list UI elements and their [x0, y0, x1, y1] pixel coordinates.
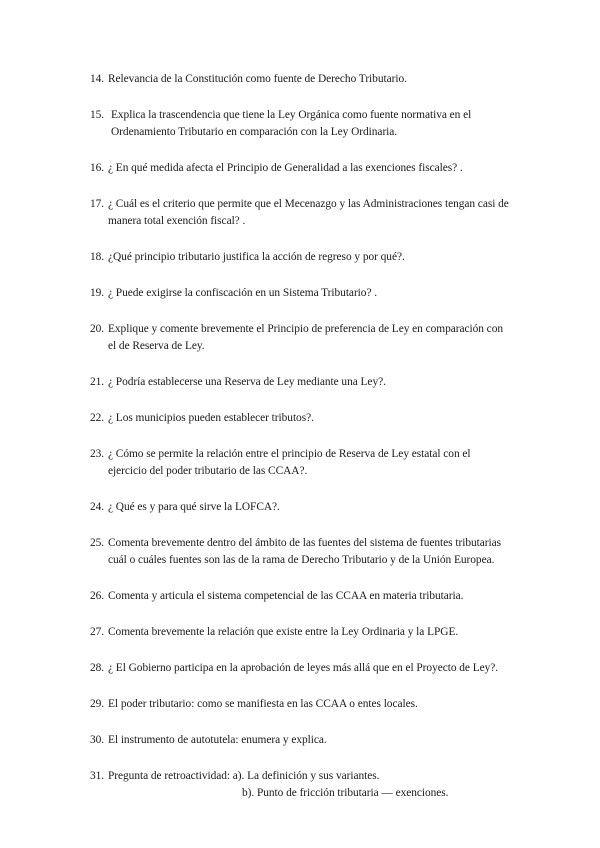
question-item [90, 71, 510, 88]
question-item [90, 768, 510, 802]
question-item [90, 160, 510, 177]
question-number: 15. [90, 109, 105, 121]
question-number: 20. [90, 323, 105, 335]
question-text: Explica la trascendencia que tiene la Ley Orgánica como fuente normativa en el Ordenamiento Tributario en comparación con la Ley Ordinaria. [111, 109, 472, 138]
question-item [90, 374, 510, 391]
question-item [90, 588, 510, 605]
question-item [90, 696, 510, 713]
question-item [90, 660, 510, 677]
question-number: 27. [90, 626, 105, 638]
question-text: ¿ Puede exigirse la confiscación en un Sistema Tributario? . [108, 287, 378, 299]
question-number: 16. [90, 162, 105, 174]
question-item [90, 196, 510, 230]
question-item [90, 285, 510, 302]
question-number: 24. [90, 501, 105, 513]
question-text: ¿ Podría establecerse una Reserva de Ley mediante una Ley?. [108, 376, 386, 388]
question-text: ¿ En qué medida afecta el Principio de Generalidad a las exenciones fiscales? . [108, 162, 463, 174]
question-text: ¿Qué principio tributario justifica la acción de regreso y por qué?. [108, 251, 405, 263]
question-number: 19. [90, 287, 105, 299]
question-item [90, 249, 510, 266]
question-text: ¿ Los municipios pueden establecer tributos?. [108, 412, 314, 424]
question-number: 30. [90, 734, 105, 746]
question-text: Comenta brevemente la relación que existe entre la Ley Ordinaria y la LPGE. [108, 626, 459, 638]
question-item [90, 499, 510, 516]
question-item [90, 446, 510, 480]
question-item [90, 107, 510, 141]
question-item [90, 321, 510, 355]
question-text: El instrumento de autotutela: enumera y explica. [108, 734, 327, 746]
question-part-a: Pregunta de retroactividad: a). La definición y sus variantes. [108, 770, 380, 782]
question-number: 14. [90, 73, 105, 85]
question-text: ¿ El Gobierno participa en la aprobación de leyes más allá que en el Proyecto de Ley?. [108, 662, 499, 674]
question-part-b: b). Punto de fricción tributaria — exenciones. [242, 787, 449, 799]
question-number: 31. [90, 770, 105, 782]
question-item [90, 410, 510, 427]
question-item [90, 535, 510, 569]
question-text: El poder tributario: como se manifiesta en las CCAA o entes locales. [108, 698, 418, 710]
question-text: ¿ Cómo se permite la relación entre el principio de Reserva de Ley estatal con el ejercicio del poder tributario de las CCAA?. [108, 448, 471, 477]
question-text: Explique y comente brevemente el Principio de preferencia de Ley en comparación con el de Reserva de Ley. [108, 323, 503, 352]
question-text: Comenta y articula el sistema competencial de las CCAA en materia tributaria. [108, 590, 464, 602]
question-number: 17. [90, 198, 105, 210]
question-number: 26. [90, 590, 105, 602]
question-number: 23. [90, 448, 105, 460]
question-item [90, 624, 510, 641]
question-number: 25. [90, 537, 105, 549]
question-number: 29. [90, 698, 105, 710]
question-text [108, 768, 510, 802]
question-number: 28. [90, 662, 105, 674]
question-text: ¿ Cuál es el criterio que permite que el Mecenazgo y las Administraciones tengan casi de manera total exención fiscal? . [108, 198, 509, 227]
question-text: ¿ Qué es y para qué sirve la LOFCA?. [108, 501, 280, 513]
question-text: Relevancia de la Constitución como fuente de Derecho Tributario. [108, 73, 407, 85]
question-number: 18. [90, 251, 105, 263]
question-text: Comenta brevemente dentro del ámbito de las fuentes del sistema de fuentes tributarias cuál o cuáles fuentes son las de la rama de Derecho Tributario y de la Unión Europea. [108, 537, 501, 566]
question-number: 21. [90, 376, 105, 388]
question-number: 22. [90, 412, 105, 424]
question-list [90, 71, 510, 821]
question-item [90, 732, 510, 749]
